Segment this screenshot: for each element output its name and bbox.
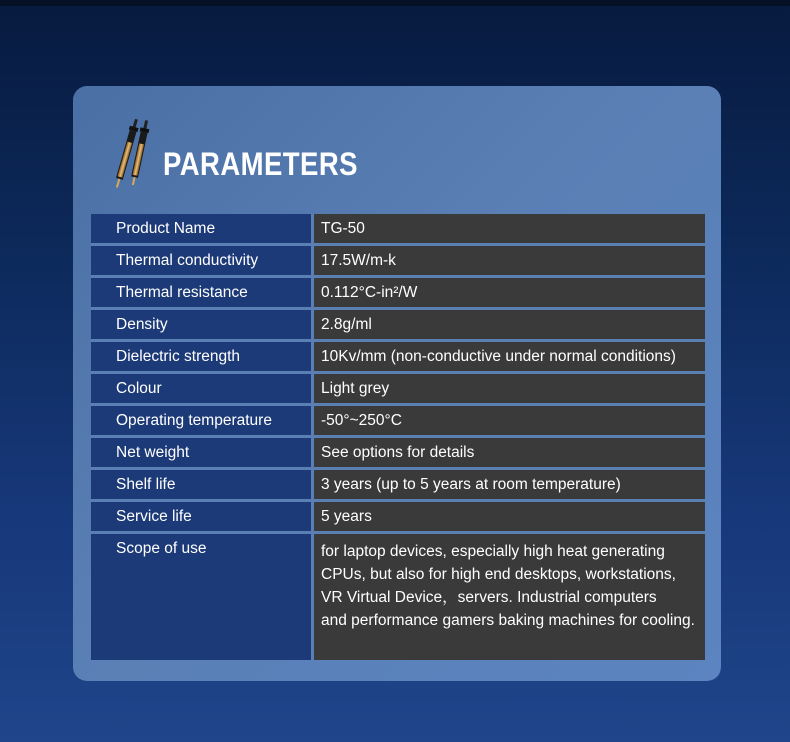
table-row (91, 406, 705, 438)
row-label: Product Name (91, 214, 314, 246)
row-label: Scope of use (91, 534, 314, 660)
page-title: PARAMETERS (163, 146, 358, 182)
parameters-panel (73, 86, 721, 681)
row-label: Dielectric strength (91, 342, 314, 374)
row-label: Density (91, 310, 314, 342)
row-value: TG-50 (314, 214, 705, 246)
parameters-table (91, 214, 705, 660)
row-value: 10Kv/mm (non-conductive under normal conditions) (314, 342, 705, 374)
row-label: Net weight (91, 438, 314, 470)
row-label: Thermal resistance (91, 278, 314, 310)
table-row (91, 502, 705, 534)
row-label: Shelf life (91, 470, 314, 502)
thermal-paste-syringe-icon (111, 114, 161, 196)
row-value (314, 534, 705, 660)
row-value: 0.112°C-in²/W (314, 278, 705, 310)
top-edge-strip (0, 0, 790, 6)
table-row (91, 214, 705, 246)
row-label: Colour (91, 374, 314, 406)
table-row (91, 310, 705, 342)
table-row (91, 534, 705, 660)
row-label: Service life (91, 502, 314, 534)
scope-line: CPUs, but also for high end desktops, workstations, (321, 566, 676, 583)
row-value: See options for details (314, 438, 705, 470)
table-row (91, 470, 705, 502)
row-label: Operating temperature (91, 406, 314, 438)
table-row (91, 278, 705, 310)
scope-line: for laptop devices, especially high heat generating (321, 543, 665, 560)
table-row (91, 246, 705, 278)
scope-line: VR Virtual Device，servers. Industrial computers (321, 589, 657, 606)
table-row (91, 342, 705, 374)
row-label: Thermal conductivity (91, 246, 314, 278)
row-value: -50°~250°C (314, 406, 705, 438)
table-row (91, 374, 705, 406)
table-row (91, 438, 705, 470)
row-value: Light grey (314, 374, 705, 406)
row-value: 17.5W/m-k (314, 246, 705, 278)
row-value: 3 years (up to 5 years at room temperature) (314, 470, 705, 502)
row-value: 5 years (314, 502, 705, 534)
scope-line: and performance gamers baking machines for cooling. (321, 612, 695, 629)
row-value: 2.8g/ml (314, 310, 705, 342)
